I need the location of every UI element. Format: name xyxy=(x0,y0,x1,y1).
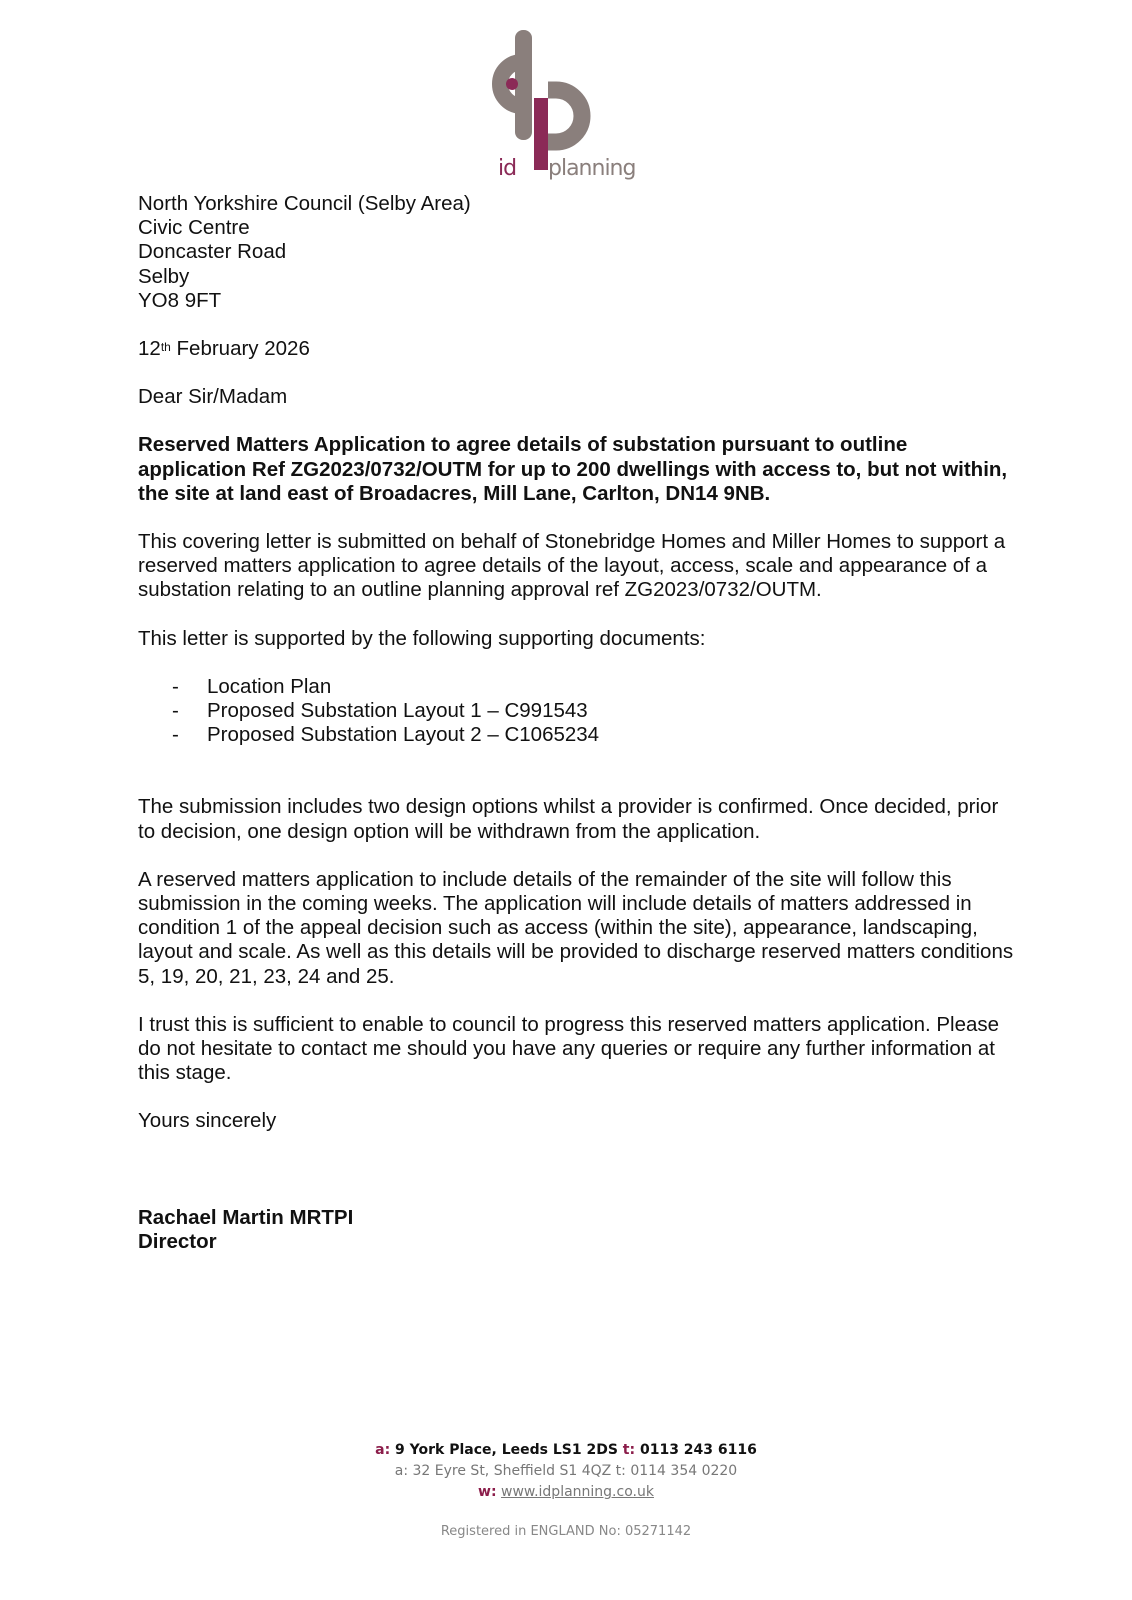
list-item: - Location Plan xyxy=(172,674,332,698)
letter-body xyxy=(138,192,1018,1254)
website-line: w: www.idplanning.co.uk xyxy=(478,1484,654,1500)
website-link[interactable]: www.idplanning.co.uk xyxy=(501,1484,654,1500)
head-office-line: a: 9 York Place, Leeds LS1 2DS t: 0113 243 6116 xyxy=(375,1442,757,1458)
company-logo xyxy=(478,26,658,191)
letter-footer xyxy=(0,1440,1132,1542)
supporting-docs-intro: This letter is supported by the following supporting documents: xyxy=(138,626,706,650)
subject-heading: Reserved Matters Application to agree details of substation pursuant to outline application Ref ZG2023/0732/OUTM for up to 200 dwellings with access to, but not within, the site at land east of Broadacres, Mill Lane, Carlton, DN14 9NB. xyxy=(138,433,1008,505)
remainder-paragraph: A reserved matters application to include details of the remainder of the site will follow this submission in the coming weeks. The application will include details of matters addressed in condition 1 of the appeal decision such as access (within the site), appearance, landscaping, layout and scale. As well as this details will be provided to discharge reserved matters conditions 5, 19, 20, 21, 23, 24 and 25. xyxy=(138,867,1014,988)
recipient-address xyxy=(138,192,1018,313)
address-line: Doncaster Road xyxy=(138,240,287,264)
list-item: - Proposed Substation Layout 2 – C1065234 xyxy=(172,723,600,747)
address-line: YO8 9FT xyxy=(138,288,222,312)
signature-block xyxy=(138,1206,1018,1254)
signatory-name: Rachael Martin MRTPI xyxy=(138,1205,354,1229)
idplanning-logo-icon xyxy=(478,26,658,191)
logo-text-planning: planning xyxy=(548,156,636,181)
address-line: North Yorkshire Council (Selby Area) xyxy=(138,192,471,215)
letter-date: 12th February 2026 xyxy=(138,337,310,361)
address-line: Selby xyxy=(138,264,190,288)
closing-paragraph: I trust this is sufficient to enable to council to progress this reserved matters application. Please do not hesitate to contact me should you have any queries or require any further information at this stage. xyxy=(138,1012,1000,1085)
signatory-title: Director xyxy=(138,1229,217,1253)
address-line: Civic Centre xyxy=(138,216,250,240)
intro-paragraph: This covering letter is submitted on behalf of Stonebridge Homes and Miller Homes to support a reserved matters application to agree details of the layout, access, scale and appearance of a substation relating to an outline planning approval ref ZG2023/0732/OUTM. xyxy=(138,530,1006,602)
closing: Yours sincerely xyxy=(138,1109,277,1133)
design-options-paragraph: The submission includes two design options whilst a provider is confirmed. Once decided, prior to decision, one design option will be withdrawn from the application. xyxy=(138,795,999,843)
registration-number: Registered in ENGLAND No: 05271142 xyxy=(440,1524,692,1539)
salutation: Dear Sir/Madam xyxy=(138,385,288,409)
branch-office-line: a: 32 Eyre St, Sheffield S1 4QZ t: 0114 354 0220 xyxy=(394,1463,738,1479)
supporting-documents-list xyxy=(138,675,1018,748)
logo-text-id: id xyxy=(498,156,517,181)
list-item: - Proposed Substation Layout 1 – C991543 xyxy=(172,699,588,723)
